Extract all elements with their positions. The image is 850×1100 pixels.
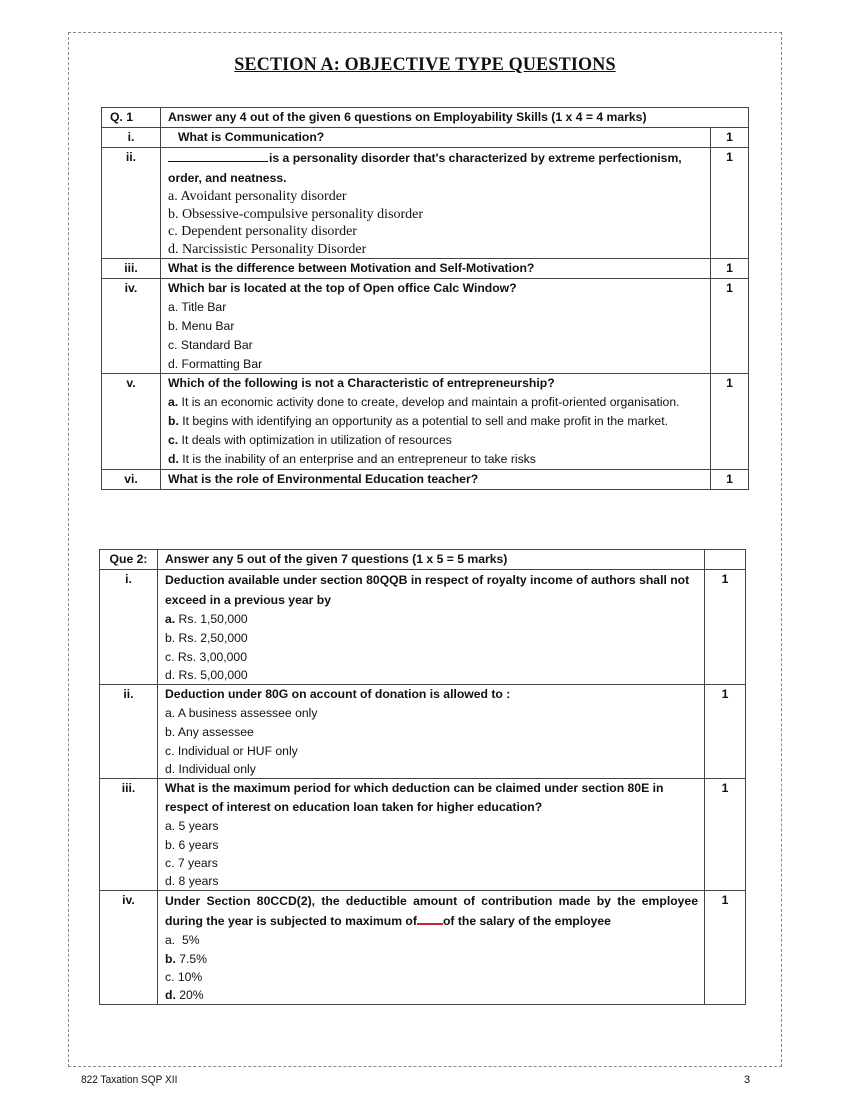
option: c. Standard Bar xyxy=(168,338,253,352)
option: b. Any assessee xyxy=(165,725,254,739)
question-marks: 1 xyxy=(711,128,749,148)
question-row xyxy=(102,279,749,374)
option: b. Obsessive-compulsive personality disorder xyxy=(168,206,424,222)
footer-page-number: 3 xyxy=(744,1074,751,1086)
question-number: ii. xyxy=(102,148,161,259)
option: c. Rs. 3,00,000 xyxy=(165,650,247,664)
question-cell xyxy=(161,374,711,470)
question-number: iii. xyxy=(102,259,161,279)
footer-document-label: 822 Taxation SQP XII xyxy=(81,1074,178,1086)
option: a. Avoidant personality disorder xyxy=(168,189,347,204)
question-text: What is the role of Environmental Education teacher? xyxy=(161,470,711,490)
option: b. 7.5% xyxy=(165,952,208,966)
question-number: ii. xyxy=(100,685,158,779)
q2-label: Que 2: xyxy=(100,550,158,570)
question-text: is a personality disorder that's characterized by extreme perfectionism, order, and neatness. xyxy=(168,151,682,185)
question-number: i. xyxy=(100,570,158,685)
fill-in-blank xyxy=(168,149,268,162)
q2-table xyxy=(99,549,746,1005)
question-row xyxy=(102,148,749,259)
question-text: Under Section 80CCD(2), the deductible amount of contribution made by the employee during the year is subjected to maximum of of the salary of the employee xyxy=(165,894,698,928)
question-marks: 1 xyxy=(711,148,749,259)
question-row xyxy=(102,374,749,470)
option: d. Rs. 5,00,000 xyxy=(165,668,248,682)
q1-table xyxy=(101,107,749,490)
option: c. It deals with optimization in utilization of resources xyxy=(168,433,452,447)
q2-header-row xyxy=(100,550,746,570)
question-cell xyxy=(158,570,705,685)
question-number: vi. xyxy=(102,470,161,490)
question-marks: 1 xyxy=(705,570,746,685)
option: a. It is an economic activity done to create, develop and maintain a profit-oriented organisation. xyxy=(168,395,680,409)
option: d. It is the inability of an enterprise and an entrepreneur to take risks xyxy=(168,452,536,466)
option: d. 20% xyxy=(165,988,204,1002)
question-cell xyxy=(158,891,705,1005)
question-cell xyxy=(158,779,705,891)
option: a. Rs. 1,50,000 xyxy=(165,612,248,626)
question-text: What is the maximum period for which deduction can be claimed under section 80E in respect of interest on education loan taken for higher education? xyxy=(165,781,664,814)
option: b. Menu Bar xyxy=(168,319,235,333)
question-marks: 1 xyxy=(711,374,749,470)
question-text: What is the difference between Motivation and Self-Motivation? xyxy=(161,259,711,279)
q1-instruction: Answer any 4 out of the given 6 questions on Employability Skills (1 x 4 = 4 marks) xyxy=(161,108,749,128)
question-row xyxy=(102,259,749,279)
q2-marks-header xyxy=(705,550,746,570)
option: c. Individual or HUF only xyxy=(165,744,298,758)
question-cell xyxy=(161,279,711,374)
option: b. 6 years xyxy=(165,838,219,852)
q1-header-row xyxy=(102,108,749,128)
question-number: iii. xyxy=(100,779,158,891)
q2-instruction: Answer any 5 out of the given 7 questions (1 x 5 = 5 marks) xyxy=(158,550,705,570)
question-number: iv. xyxy=(100,891,158,1005)
question-text: Which of the following is not a Characteristic of entrepreneurship? xyxy=(168,376,555,390)
question-text: Which bar is located at the top of Open office Calc Window? xyxy=(168,281,517,295)
option: a. A business assessee only xyxy=(165,706,318,720)
question-marks: 1 xyxy=(711,470,749,490)
option: d. Narcissistic Personality Disorder xyxy=(168,241,367,257)
option: c. 7 years xyxy=(165,856,218,870)
option: a. 5% xyxy=(165,933,200,947)
question-row xyxy=(100,891,746,1005)
question-number: v. xyxy=(102,374,161,470)
option: a. 5 years xyxy=(165,819,219,833)
question-marks: 1 xyxy=(711,279,749,374)
question-row xyxy=(102,470,749,490)
q1-label: Q. 1 xyxy=(102,108,161,128)
question-row xyxy=(100,685,746,779)
option: c. 10% xyxy=(165,970,203,984)
question-cell xyxy=(158,685,705,779)
option: d. Individual only xyxy=(165,762,256,776)
question-marks: 1 xyxy=(705,685,746,779)
question-text: What is Communication? xyxy=(161,128,711,148)
option: d. Formatting Bar xyxy=(168,357,263,371)
question-row xyxy=(100,779,746,891)
question-cell xyxy=(161,148,711,259)
option: c. Dependent personality disorder xyxy=(168,224,357,239)
question-row xyxy=(102,128,749,148)
question-text: Deduction available under section 80QQB in respect of royalty income of authors shall not exceed in a previous year by xyxy=(165,573,690,607)
question-number: i. xyxy=(102,128,161,148)
question-text: Deduction under 80G on account of donation is allowed to : xyxy=(165,687,511,701)
question-marks: 1 xyxy=(705,779,746,891)
question-number: iv. xyxy=(102,279,161,374)
question-row xyxy=(100,570,746,685)
option: a. Title Bar xyxy=(168,300,227,314)
section-title: SECTION A: OBJECTIVE TYPE QUESTIONS xyxy=(234,54,616,75)
option: b. Rs. 2,50,000 xyxy=(165,631,248,645)
fill-in-blank xyxy=(417,913,443,925)
question-marks: 1 xyxy=(705,891,746,1005)
option: b. It begins with identifying an opportunity as a potential to sell and make profit in the market. xyxy=(168,414,668,428)
question-marks: 1 xyxy=(711,259,749,279)
option: d. 8 years xyxy=(165,874,219,888)
